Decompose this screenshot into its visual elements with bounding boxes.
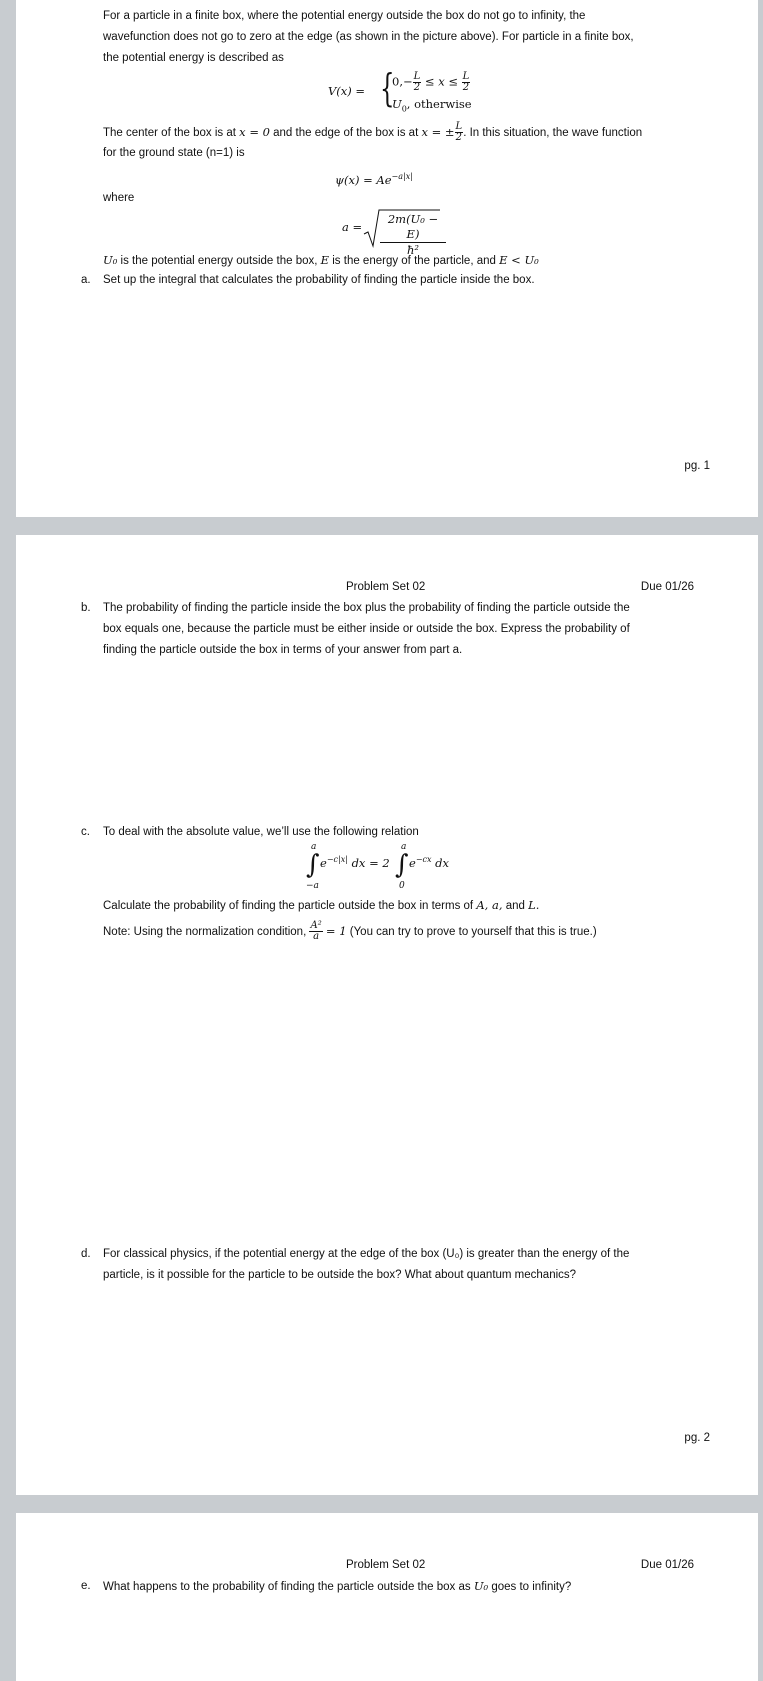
page-number-2: pg. 2 [684,1432,710,1444]
potential-lhs: V(x) = [328,84,366,98]
item-b-text: The probability of finding the particle inside the box plus the probability of finding the particle outside the box equals one, because the particle must be either inside or outside the box. Express the probability of finding the particle outside the box in terms of your answer from part a. [103,602,630,656]
header-due-date: Due 01/26 [640,581,694,593]
integral-relation: a ∫ −a $e^{-c|x|}$ dx = 2 a ∫ 0 $e^{-cx}$ dx [306,842,450,891]
item-c-text: To deal with the absolute value, we’ll use the following relation [103,826,419,838]
a-numerator: 2m(U₀ − E) [380,212,446,243]
item-d-letter: d. [81,1248,91,1260]
a-denominator: ħ² [406,243,420,257]
item-a-letter: a. [81,274,91,286]
center-statement: The center of the box is at x = 0 and the edge of the box is at x = ± $\frac{L}{2}$ . In this situation, the wave function [103,121,643,144]
item-c-calculate: Calculate the probability of finding the particle outside the box in terms of A, a, and L. [103,898,540,912]
intro-line-2: wavefunction does not go to zero at the edge (as shown in the picture above). For particle in a finite box, [103,31,634,43]
page-number-1: pg. 1 [684,460,710,472]
header-due-date: Due 01/26 [640,1559,694,1571]
item-a-text: Set up the integral that calculates the probability of finding the particle inside the box. [103,274,535,286]
header-title: Problem Set 02 [346,1559,426,1571]
page-2 [16,535,758,1495]
page-3 [16,1513,758,1681]
potential-case-2: $U_0$, otherwise [392,97,472,114]
item-c-letter: c. [81,826,90,838]
normalization-note: Note: Using the normalization condition, $\frac{\text{A²}}{a}$ = 1 (You can try to prove to yourself that this is true.) [103,920,597,943]
where-label: where [103,192,135,204]
header-title: Problem Set 02 [346,581,426,593]
u0-description: U₀ is the potential energy outside the box, E is the energy of the particle, and E < U₀ [103,253,539,267]
potential-case-1: 0,− $\frac{L}{2}$ ≤ x ≤ $\frac{L}{2}$ [392,71,470,93]
ground-state-text: for the ground state (n=1) is [103,147,245,159]
page-1: For a particle in a finite box, where the potential energy outside the box do not go to infinity, the wavefunction does not go to zero at the edge (as shown in the picture above). For particle in a finite box, the potential energy is described as V(x) = { 0,− $\frac{L}{2}$ ≤ x ≤ $\frac{L}{2}$ $U_0$, otherwise The center of the box is at x = 0 and the edge of the box is at x = ± $\frac{L}{2}$ . In this situation, the wave function for the ground state (n=1) is $\psi(x) = Ae^{-a|x|}$ where a = $\frac{\text{2m(U₀ − E)}}{\text{ħ²}}$ U₀ is the potential energy outside the box, E is the energy of the particle, and E < U₀ a. Set up the integral that calculates the probability of finding the particle inside the box. pg. 1 [16,0,758,517]
psi-equation: $\psi(x) = Ae^{-a|x|}$ [335,172,413,187]
item-b-letter: b. [81,602,91,614]
item-e-text: What happens to the probability of finding the particle outside the box as U₀ goes to infinity? [103,1579,572,1593]
integral-sign-2: ∫ [395,850,409,880]
integral-sign-1: ∫ [306,850,320,880]
intro-line-1: For a particle in a finite box, where the potential energy outside the box do not go to infinity, the [103,10,586,22]
intro-paragraph [103,6,703,69]
item-d-text: For classical physics, if the potential energy at the edge of the box (U₀) is greater than the energy of the particle, is it possible for the particle to be outside the box? What about quantum mechanics? [103,1248,630,1281]
brace: { [380,66,395,110]
item-e-letter: e. [81,1580,91,1592]
intro-line-3: the potential energy is described as [103,52,284,64]
